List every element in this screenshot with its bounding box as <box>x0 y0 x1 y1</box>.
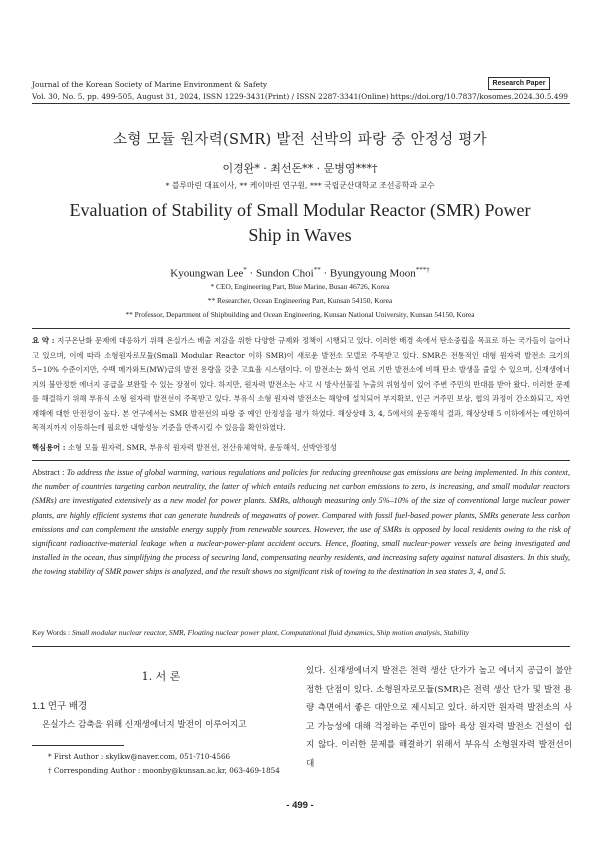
footnote-corresponding-author: † Corresponding Author : moonby@kunsan.ac.kr, 063-469-1854 <box>48 766 280 775</box>
body-text-left: 온실가스 감축을 위해 신재생에너지 발전이 이루어지고 <box>42 720 247 730</box>
korean-affiliations: * 블루마린 대표이사, ** 케이마린 연구원, *** 국립군산대학교 조선공학과 교수 <box>165 181 435 190</box>
abstract-bottom-rule <box>32 646 570 647</box>
keywords-label: 핵심용어 : <box>32 443 68 452</box>
affiliation-1: * CEO, Engineering Part, Blue Marine, Busan 46726, Korea <box>210 282 390 291</box>
left-column <box>32 668 290 730</box>
korean-authors: 이경완* · 최선돈** · 문병영***† <box>222 162 378 175</box>
author-mark: * <box>243 266 247 274</box>
abstract-label: 요 약 : <box>32 336 58 345</box>
subsection-heading: 1.1 연구 배경 <box>32 701 88 712</box>
keywords-text: 소형 모듈 원자력, SMR, 부유식 원자력 발전선, 전산유체역학, 운동해석, 선박안정성 <box>67 443 337 452</box>
keywords-label: Key Words : <box>32 628 72 637</box>
english-abstract <box>32 466 570 580</box>
doi-link[interactable]: https://doi.org/10.7837/kosomes.2024.30.5.499 <box>390 92 568 101</box>
author-name: Kyoungwan Lee <box>170 267 244 280</box>
korean-keywords <box>32 443 570 453</box>
page-number: - 499 - <box>286 800 314 811</box>
korean-title: 소형 모듈 원자력(SMR) 발전 선박의 파랑 중 안정성 평가 <box>113 132 487 148</box>
author-separator: · <box>320 267 330 280</box>
korean-abstract <box>32 334 570 436</box>
header-rule <box>32 103 570 104</box>
footnote-rule <box>32 745 124 746</box>
english-title: Evaluation of Stability of Small Modular Reactor (SMR) Power Ship in Waves <box>69 200 531 245</box>
author-name: Byungyoung Moon <box>329 267 416 280</box>
english-keywords <box>32 628 570 637</box>
abstract-label: Abstract : <box>32 468 67 477</box>
author-name: Sundon Choi <box>255 267 314 280</box>
volume-line: Vol. 30, No. 5, pp. 499-505, August 31, 2024, ISSN 1229-3431(Print) / ISSN 2287-3341(Online) <box>32 92 389 101</box>
section-heading: 1. 서 론 <box>141 670 181 683</box>
journal-name: Journal of the Korean Society of Marine Environment & Safety <box>32 80 268 89</box>
abstract-top-rule <box>32 328 570 329</box>
keywords-text: Small modular nuclear reactor, SMR, Floating nuclear power plant, Computational fluid dynamics, Ship motion analysis, Stability <box>71 628 470 637</box>
abstract-text: To address the issue of global warming, various regulations and policies for reducing greenhouse gas emissions are being implemented. In this context, the number of countries targeting carbon neutrality, the latter of which entails reducing net carbon emissions to zero, is increasing, and small modular reactors (SMRs) are investigated extensively as a new model for power plants. SMRs, although measuring only 5%–10% of the size of conventional large nuclear power plants, are highly efficient systems that can generate hundreds of megawatts of power. Compared with fossil fuel-based power plants, SMRs generate less carbon emissions and can complement the unstable energy supply from renewable sources. However, the use of SMRs is opposed by local residents owing to the risk of significant radioactive-material leakage when a nuclear-power-plant accident occurs. Hence, floating, small nuclear-power vessels are being investigated and installed in the ocean, thus simplifying the process of securing land, compensating nearby residents, and increasing safety against natural disasters. In this study, the towing stability of SMR power ships is analyzed, and the result shows no significant risk of towing to the destination in sea states 3, 4, and 5. <box>32 468 570 577</box>
affiliation-3: ** Professor, Department of Shipbuilding and Ocean Engineering, Kunsan National University, Kunsan 54150, Korea <box>125 310 475 319</box>
research-paper-badge: Research Paper <box>488 77 550 90</box>
affiliation-2: ** Researcher, Ocean Engineering Part, Kunsan 54150, Korea <box>207 296 393 305</box>
english-authors <box>0 266 600 280</box>
author-mark: ** <box>313 266 321 274</box>
abstract-text: 지구온난화 문제에 대응하기 위해 온실가스 배출 저감을 위한 다양한 규제와 정책이 시행되고 있다. 이러한 배경 속에서 탄소중립을 목표로 하는 국가들이 늘어나고 있으며, 이에 따라 소형원자로모듈(Small Modular Reactor 이하 SMR)이 새로운 발전소 모델로 주목받고 있다. SMR은 전통적인 대형 원자력 발전소 크기의 5~10% 수준이지만, 수백 메가와트(MW)급의 발전 용량을 갖춘 고효율 시스템이다. 이 발전소는 화석 연료 기반 발전소에 비해 탄소 발생을 줄일 수 있으며, 신재생에너지의 불안정한 에너지 공급을 보완할 수 있는 장점이 있다. 하지만, 원자력 발전소는 사고 시 방사선물질 누출의 위험성이 있어 주변 주민의 반대를 받아 왔다. 이러한 문제를 해결하기 위해 부유식 소형 원자력 발전선이 주목받고 있다. 부유식 소형 원자력 발전소는 해양에 설치되어 부지확보, 인근 거주민 보상, 협의 과정이 간소화되고, 자연재해에 대한 안전성이 높다. 본 연구에서는 SMR 발전선의 파랑 중 예인 안정성을 평가 하였다. 해상상태 3, 4, 5에서의 운동해석 결과, 해상상태 5 이하에서는 예인하여 목적지까지 이동하는데 필요한 내항성능 기준을 만족시킬 수 있음을 확인하였다. <box>32 336 571 432</box>
footnote-first-author: * First Author : skylkw@naver.com, 051-710-4566 <box>48 752 231 761</box>
abstract-mid-rule <box>32 460 570 461</box>
author-mark: ***† <box>415 266 430 274</box>
body-text-right: 있다. 신재생에너지 발전은 전력 생산 단가가 높고 에너지 공급이 불안정한 단점이 있다. 소형원자로모듈(SMR)은 전력 생산 단가 및 발전 용량 측면에서 좋은 대안으로 제시되고 있다. 하지만 원자력 발전소의 사고 가능성에 대해 걱정하는 주민이 많아 육상 원자력 발전소 건설이 쉽지 않다. 이러한 문제를 해결하기 위해서 부유식 소형원자력 발전선이 대 <box>306 666 572 769</box>
author-separator: · <box>246 267 256 280</box>
